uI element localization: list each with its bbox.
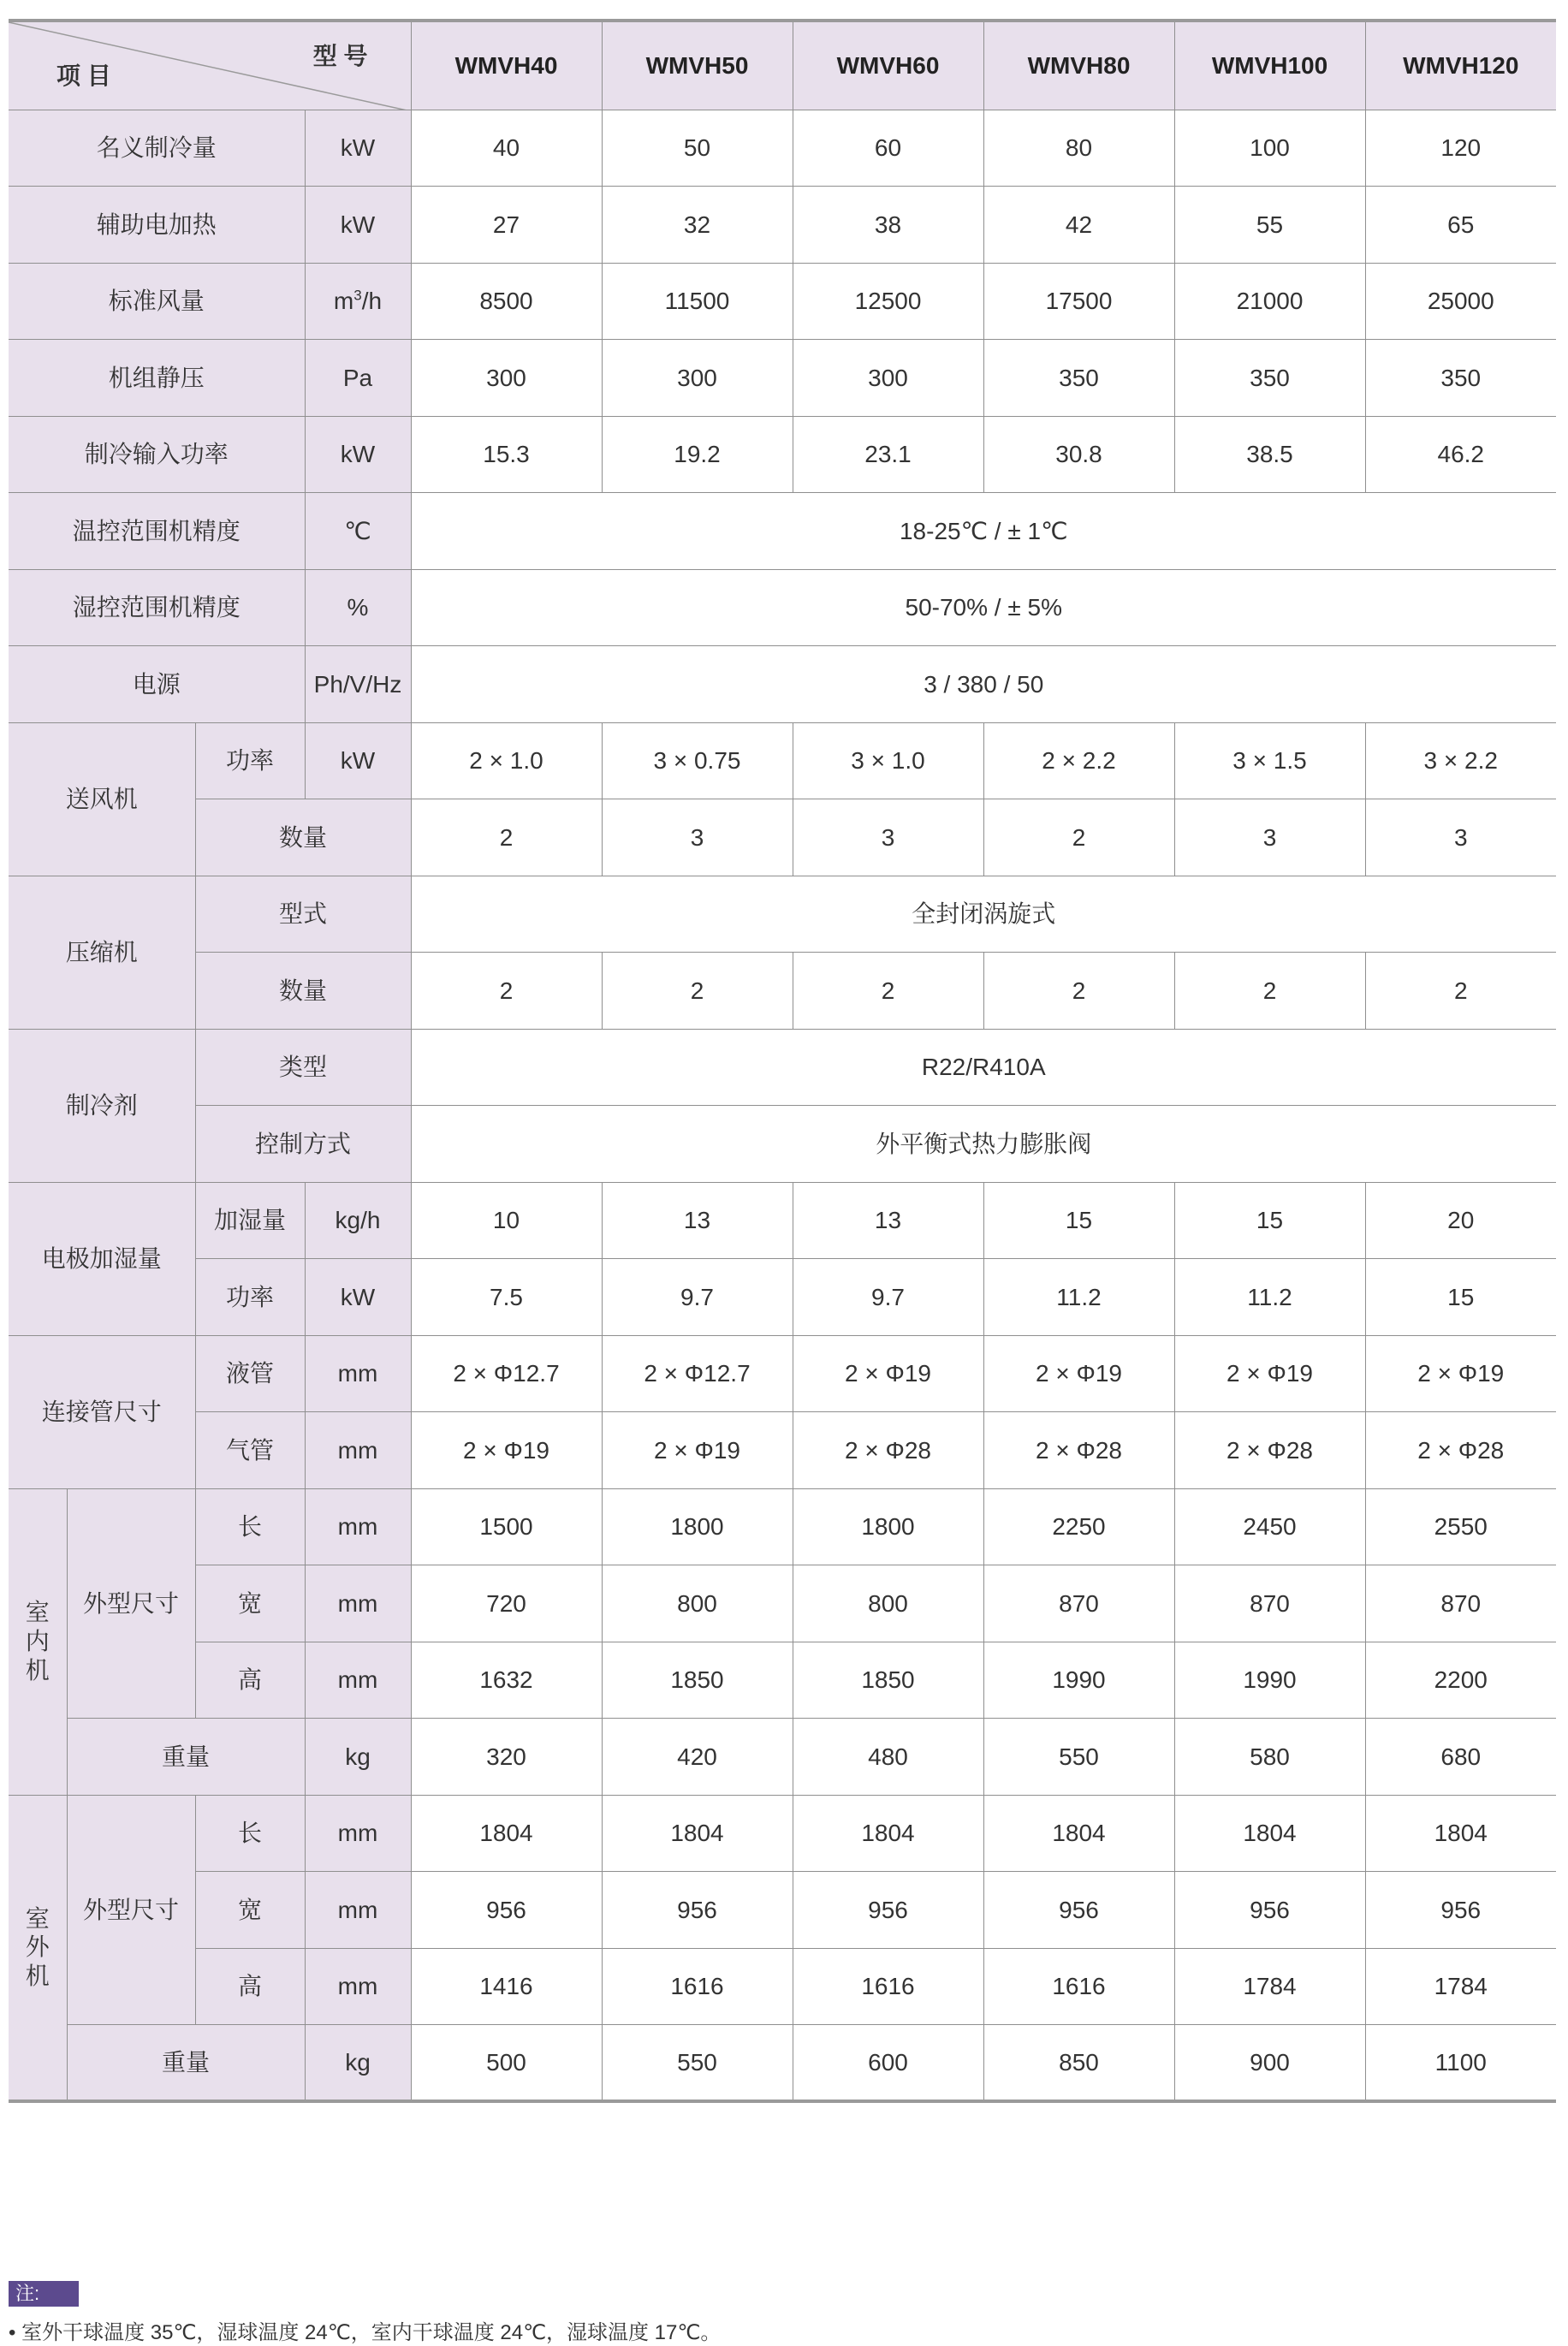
note-text: • 室外干球温度 35℃，湿球温度 24℃，室内干球温度 24℃，湿球温度 17℃。 [9,2321,722,2344]
value-cell: 1850 [602,1642,793,1719]
value-cell: 800 [602,1565,793,1642]
value-cell: 27 [411,187,602,264]
value-cell: 2250 [983,1488,1174,1565]
row-label: 名义制冷量 [9,110,305,187]
value-cell: 3 × 2.2 [1365,722,1556,799]
row-label: 电源 [9,646,305,723]
value-cell: 3 × 0.75 [602,722,793,799]
row-unit: mm [305,1565,411,1642]
row-label: 温控范围机精度 [9,493,305,570]
row-outdoor-width [9,1872,1556,1949]
value-cell: 1632 [411,1642,602,1719]
merged-value-cell: 3 / 380 / 50 [411,646,1556,723]
row-indoor-weight [9,1719,1556,1796]
row-humidifier-rate [9,1182,1556,1259]
row-unit: mm [305,1488,411,1565]
row-unit: mm [305,1872,411,1949]
unit-suffix: /h [361,288,383,315]
row-unit: kW [305,1259,411,1336]
value-cell: 480 [793,1719,983,1796]
value-cell: 956 [793,1872,983,1949]
sub-label: 高 [195,1642,305,1719]
sub-label: 长 [195,1488,305,1565]
value-cell: 2 [1365,953,1556,1030]
value-cell: 80 [983,110,1174,187]
value-cell: 1784 [1174,1948,1365,2025]
row-label: 辅助电加热 [9,187,305,264]
row-temperature-control [9,493,1556,570]
value-cell: 680 [1365,1719,1556,1796]
model-header: WMVH80 [983,21,1174,110]
row-indoor-length [9,1488,1556,1565]
merged-value-cell: 全封闭涡旋式 [411,876,1556,953]
row-unit [305,263,411,340]
value-cell: 50 [602,110,793,187]
value-cell: 1804 [1174,1795,1365,1872]
outdoor-dims-label: 外型尺寸 [67,1795,195,2025]
value-cell: 300 [602,340,793,417]
value-cell: 1100 [1365,2025,1556,2102]
value-cell: 2 × Φ19 [1365,1335,1556,1412]
value-cell: 956 [983,1872,1174,1949]
unit-base: m [333,288,354,315]
value-cell: 3 [793,799,983,876]
sub-label: 宽 [195,1565,305,1642]
value-cell: 1804 [1365,1795,1556,1872]
model-header: WMVH50 [602,21,793,110]
merged-value-cell: 18-25℃ / ± 1℃ [411,493,1556,570]
row-cooling-capacity [9,110,1556,187]
value-cell: 2 × Φ28 [983,1412,1174,1489]
value-cell: 2 [983,799,1174,876]
value-cell: 2200 [1365,1642,1556,1719]
value-cell: 600 [793,2025,983,2102]
sub-label: 重量 [67,2025,305,2102]
sub-label: 长 [195,1795,305,1872]
row-outdoor-height [9,1948,1556,2025]
value-cell: 1850 [793,1642,983,1719]
value-cell: 55 [1174,187,1365,264]
value-cell: 32 [602,187,793,264]
value-cell: 720 [411,1565,602,1642]
row-unit: kg [305,1719,411,1796]
value-cell: 10 [411,1182,602,1259]
value-cell: 3 × 1.5 [1174,722,1365,799]
value-cell: 2 [1174,953,1365,1030]
sub-label: 宽 [195,1872,305,1949]
spec-table [9,19,1556,2103]
value-cell: 2 × Φ12.7 [602,1335,793,1412]
value-cell: 2 × 1.0 [411,722,602,799]
row-unit: % [305,569,411,646]
value-cell: 320 [411,1719,602,1796]
group-label-indoor [9,1488,67,1795]
value-cell: 2 × Φ28 [793,1412,983,1489]
value-cell: 2 [602,953,793,1030]
row-unit: mm [305,1642,411,1719]
value-cell: 1990 [983,1642,1174,1719]
value-cell: 2550 [1365,1488,1556,1565]
value-cell: 9.7 [602,1259,793,1336]
value-cell: 500 [411,2025,602,2102]
value-cell: 2 [411,953,602,1030]
value-cell: 19.2 [602,416,793,493]
value-cell: 7.5 [411,1259,602,1336]
row-indoor-height [9,1642,1556,1719]
value-cell: 17500 [983,263,1174,340]
row-outdoor-length [9,1795,1556,1872]
value-cell: 1804 [411,1795,602,1872]
value-cell: 42 [983,187,1174,264]
row-unit: kW [305,416,411,493]
value-cell: 11.2 [1174,1259,1365,1336]
value-cell: 46.2 [1365,416,1556,493]
row-humidifier-power [9,1259,1556,1336]
value-cell: 1500 [411,1488,602,1565]
value-cell: 420 [602,1719,793,1796]
indoor-label: 室内机 [25,1599,50,1684]
value-cell: 3 [1365,799,1556,876]
value-cell: 38.5 [1174,416,1365,493]
value-cell: 30.8 [983,416,1174,493]
value-cell: 1990 [1174,1642,1365,1719]
value-cell: 2 × 2.2 [983,722,1174,799]
sub-label: 类型 [195,1029,411,1106]
row-refrigerant-type [9,1029,1556,1106]
value-cell: 1804 [983,1795,1174,1872]
value-cell: 3 × 1.0 [793,722,983,799]
row-input-power [9,416,1556,493]
value-cell: 1804 [793,1795,983,1872]
value-cell: 11500 [602,263,793,340]
row-refrigerant-control [9,1106,1556,1183]
value-cell: 1800 [793,1488,983,1565]
value-cell: 25000 [1365,263,1556,340]
value-cell: 1784 [1365,1948,1556,2025]
value-cell: 40 [411,110,602,187]
row-unit: mm [305,1795,411,1872]
value-cell: 2 [411,799,602,876]
value-cell: 15.3 [411,416,602,493]
model-header: WMVH120 [1365,21,1556,110]
value-cell: 300 [793,340,983,417]
value-cell: 870 [1174,1565,1365,1642]
merged-value-cell: 外平衡式热力膨胀阀 [411,1106,1556,1183]
group-label-humidifier: 电极加湿量 [9,1182,195,1335]
value-cell: 2 × Φ19 [411,1412,602,1489]
model-header: WMVH100 [1174,21,1365,110]
value-cell: 2 × Φ28 [1174,1412,1365,1489]
row-unit: kW [305,722,411,799]
value-cell: 580 [1174,1719,1365,1796]
value-cell: 350 [1174,340,1365,417]
value-cell: 2 × Φ28 [1365,1412,1556,1489]
row-compressor-type [9,876,1556,953]
value-cell: 800 [793,1565,983,1642]
row-label: 标准风量 [9,263,305,340]
value-cell: 13 [602,1182,793,1259]
value-cell: 65 [1365,187,1556,264]
row-label: 机组静压 [9,340,305,417]
value-cell: 550 [602,2025,793,2102]
row-fan-count [9,799,1556,876]
row-indoor-width [9,1565,1556,1642]
project-label: 项 目 [56,62,111,89]
sub-label: 高 [195,1948,305,2025]
row-unit: kg [305,2025,411,2102]
sub-label: 加湿量 [195,1182,305,1259]
sub-label: 型式 [195,876,411,953]
header-corner [9,21,411,110]
value-cell: 2 × Φ19 [793,1335,983,1412]
sub-label: 数量 [195,799,411,876]
note-label: 注: [9,2281,79,2307]
value-cell: 12500 [793,263,983,340]
value-cell: 2 × Φ19 [602,1412,793,1489]
model-header: WMVH40 [411,21,602,110]
row-unit: Ph/V/Hz [305,646,411,723]
value-cell: 350 [983,340,1174,417]
value-cell: 870 [983,1565,1174,1642]
group-label-compressor: 压缩机 [9,876,195,1029]
value-cell: 956 [1174,1872,1365,1949]
row-airflow [9,263,1556,340]
value-cell: 956 [602,1872,793,1949]
row-unit: kg/h [305,1182,411,1259]
outdoor-label: 室外机 [25,1904,50,1989]
row-unit: mm [305,1335,411,1412]
value-cell: 1800 [602,1488,793,1565]
value-cell: 2 [983,953,1174,1030]
value-cell: 15 [983,1182,1174,1259]
group-label-refrigerant: 制冷剂 [9,1029,195,1182]
sub-label: 功率 [195,1259,305,1336]
row-unit: kW [305,187,411,264]
row-aux-heater [9,187,1556,264]
row-unit: mm [305,1412,411,1489]
row-static-pressure [9,340,1556,417]
value-cell: 350 [1365,340,1556,417]
value-cell: 8500 [411,263,602,340]
sub-label: 控制方式 [195,1106,411,1183]
row-label: 制冷输入功率 [9,416,305,493]
header-row [9,21,1556,110]
row-unit: ℃ [305,493,411,570]
value-cell: 2 × Φ12.7 [411,1335,602,1412]
value-cell: 100 [1174,110,1365,187]
value-cell: 15 [1174,1182,1365,1259]
value-cell: 956 [411,1872,602,1949]
value-cell: 21000 [1174,263,1365,340]
value-cell: 2 [793,953,983,1030]
row-label: 湿控范围机精度 [9,569,305,646]
row-pipe-liquid [9,1335,1556,1412]
value-cell: 3 [1174,799,1365,876]
row-fan-power [9,722,1556,799]
model-header: WMVH60 [793,21,983,110]
sub-label: 数量 [195,953,411,1030]
value-cell: 2 × Φ19 [983,1335,1174,1412]
value-cell: 38 [793,187,983,264]
sub-label: 重量 [67,1719,305,1796]
row-power-supply [9,646,1556,723]
sub-label: 功率 [195,722,305,799]
value-cell: 1616 [983,1948,1174,2025]
indoor-dims-label: 外型尺寸 [67,1488,195,1719]
value-cell: 60 [793,110,983,187]
group-label-pipes: 连接管尺寸 [9,1335,195,1488]
value-cell: 850 [983,2025,1174,2102]
value-cell: 300 [411,340,602,417]
row-pipe-gas [9,1412,1556,1489]
value-cell: 2 × Φ19 [1174,1335,1365,1412]
value-cell: 900 [1174,2025,1365,2102]
row-unit: mm [305,1948,411,2025]
row-humidity-control [9,569,1556,646]
value-cell: 13 [793,1182,983,1259]
group-label-outdoor [9,1795,67,2101]
value-cell: 23.1 [793,416,983,493]
merged-value-cell: R22/R410A [411,1029,1556,1106]
group-label-fan: 送风机 [9,722,195,876]
row-unit: kW [305,110,411,187]
row-outdoor-weight [9,2025,1556,2102]
value-cell: 1416 [411,1948,602,2025]
value-cell: 9.7 [793,1259,983,1336]
value-cell: 20 [1365,1182,1556,1259]
value-cell: 956 [1365,1872,1556,1949]
value-cell: 120 [1365,110,1556,187]
value-cell: 15 [1365,1259,1556,1336]
merged-value-cell: 50-70% / ± 5% [411,569,1556,646]
value-cell: 1616 [602,1948,793,2025]
value-cell: 1616 [793,1948,983,2025]
row-compressor-count [9,953,1556,1030]
unit-superscript: 3 [353,287,362,304]
model-label: 型 号 [312,43,368,69]
value-cell: 3 [602,799,793,876]
value-cell: 870 [1365,1565,1556,1642]
value-cell: 11.2 [983,1259,1174,1336]
value-cell: 2450 [1174,1488,1365,1565]
row-unit: Pa [305,340,411,417]
value-cell: 1804 [602,1795,793,1872]
sub-label: 气管 [195,1412,305,1489]
sub-label: 液管 [195,1335,305,1412]
value-cell: 550 [983,1719,1174,1796]
